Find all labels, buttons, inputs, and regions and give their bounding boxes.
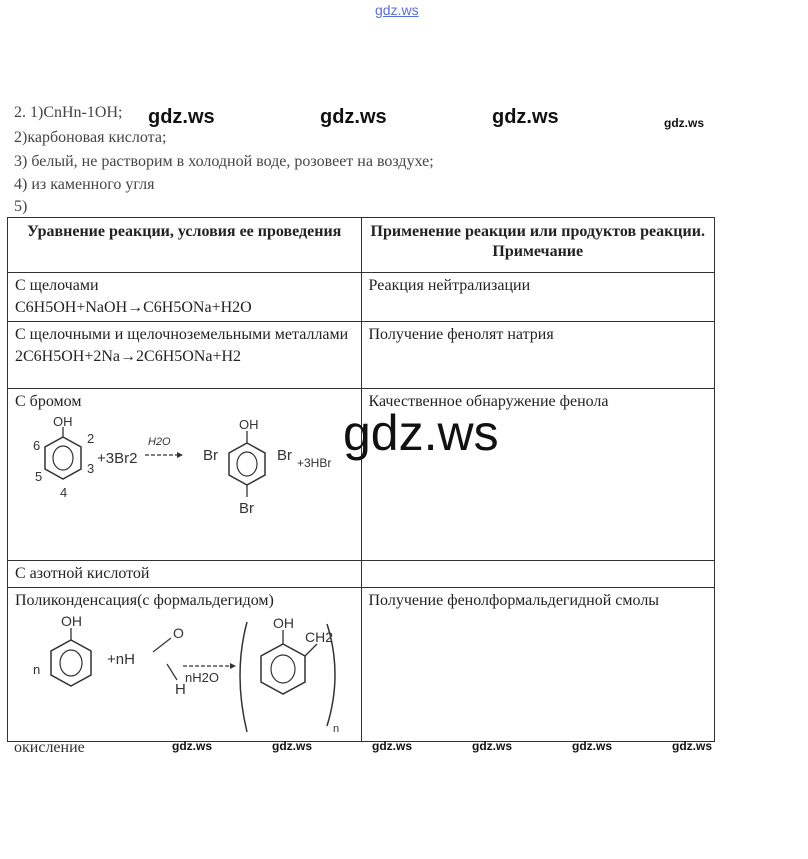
row-alkali-right: Реакция нейтрализации — [361, 273, 715, 322]
water-byproduct: nH2O — [185, 670, 219, 685]
table-row — [8, 322, 715, 389]
table-row — [8, 273, 715, 322]
row-nitric-left: С азотной кислотой — [8, 561, 362, 588]
answer-line-1: 2. 1)CnHn-1OH; — [14, 104, 123, 121]
row-alkali-left — [8, 273, 362, 322]
row-nitric-right — [361, 561, 715, 588]
oh-label: OH — [53, 415, 73, 429]
watermark-footer-2: gdz.ws — [272, 739, 313, 753]
answer-line-3: 3) белый, не растворим в холодной воде, розовеет на воздухе; — [14, 153, 434, 170]
hydrogen-label: H — [175, 681, 186, 698]
position-2: 2 — [87, 431, 95, 446]
phenol-ring — [45, 427, 81, 479]
table-row — [8, 561, 715, 588]
carbonyl-bond — [153, 638, 171, 652]
row-equation: 2C6H5OH+2Na→2C6H5ONa+H2 — [15, 348, 242, 365]
watermark-inline-1: gdz.ws — [148, 106, 215, 128]
br-bottom-label: Br — [239, 500, 254, 517]
row-title: Поликонденсация(с формальдегидом) — [15, 592, 274, 609]
position-6: 6 — [33, 438, 41, 453]
watermark-inline-4: gdz.ws — [664, 116, 705, 130]
polycondensation-scheme — [15, 614, 345, 739]
product-oh-label: OH — [239, 417, 259, 432]
arrow-head — [177, 452, 183, 458]
row-title: С бромом — [15, 393, 82, 410]
answer-line-5: 5) — [14, 198, 28, 215]
watermark-footer-3: gdz.ws — [372, 739, 413, 753]
polymer-oh-label: OH — [273, 615, 294, 631]
watermark-footer-5: gdz.ws — [572, 739, 613, 753]
position-5: 5 — [35, 469, 43, 484]
ch2-label: CH2 — [305, 629, 334, 645]
row-bromine-left — [8, 389, 362, 561]
water-condition: H2O — [148, 436, 171, 448]
reaction-table — [7, 217, 715, 742]
row-metals-left — [8, 322, 362, 389]
header-left: Уравнение реакции, условия ее проведения — [8, 218, 362, 273]
watermark-center: gdz.ws — [343, 405, 499, 461]
bracket-left — [240, 622, 247, 732]
polymer-index-n: n — [333, 723, 340, 735]
bromination-scheme — [15, 415, 345, 540]
answer-line-2: 2)карбоновая кислота; — [14, 129, 167, 146]
oxidation-label: окисление — [14, 739, 85, 756]
position-4: 4 — [60, 485, 68, 500]
watermark-inline-2: gdz.ws — [320, 106, 387, 128]
br-left-label: Br — [203, 447, 218, 464]
hbr-byproduct: +3HBr — [297, 456, 332, 470]
answer-line-4: 4) из каменного угля — [14, 176, 155, 193]
header-right: Применение реакции или продуктов реакции. Примечание — [361, 218, 715, 273]
row-title: С щелочами — [15, 277, 99, 294]
table-row — [8, 588, 715, 742]
row-equation: C6H5OH+NaOH→C6H5ONa+H2O — [15, 299, 252, 316]
oxygen-label: O — [173, 625, 184, 641]
watermark-inline-3: gdz.ws — [492, 106, 559, 128]
table-header-row — [8, 218, 715, 273]
position-3: 3 — [87, 461, 95, 476]
row-metals-right: Получение фенолят натрия — [361, 322, 715, 389]
br-right-label: Br — [277, 447, 292, 464]
watermark-top[interactable]: gdz.ws — [375, 2, 419, 18]
watermark-footer-4: gdz.ws — [472, 739, 513, 753]
oh-label: OH — [61, 614, 82, 629]
row-title: С щелочными и щелочноземельными металлами — [15, 326, 349, 343]
phenol-ring — [51, 628, 91, 686]
bromine-reagent: +3Br2 — [97, 450, 138, 467]
coefficient-n: n — [33, 662, 41, 677]
tribromophenol-ring — [229, 431, 265, 497]
row-polycondensation-right: Получение фенолформальдегидной смолы — [361, 588, 715, 742]
row-bromine-right: Качественное обнаружение фенола — [361, 389, 715, 561]
watermark-footer-6: gdz.ws — [672, 739, 713, 753]
formaldehyde-reagent: +nH — [107, 651, 135, 668]
row-polycondensation-left — [8, 588, 362, 742]
watermark-footer-1: gdz.ws — [172, 739, 213, 753]
